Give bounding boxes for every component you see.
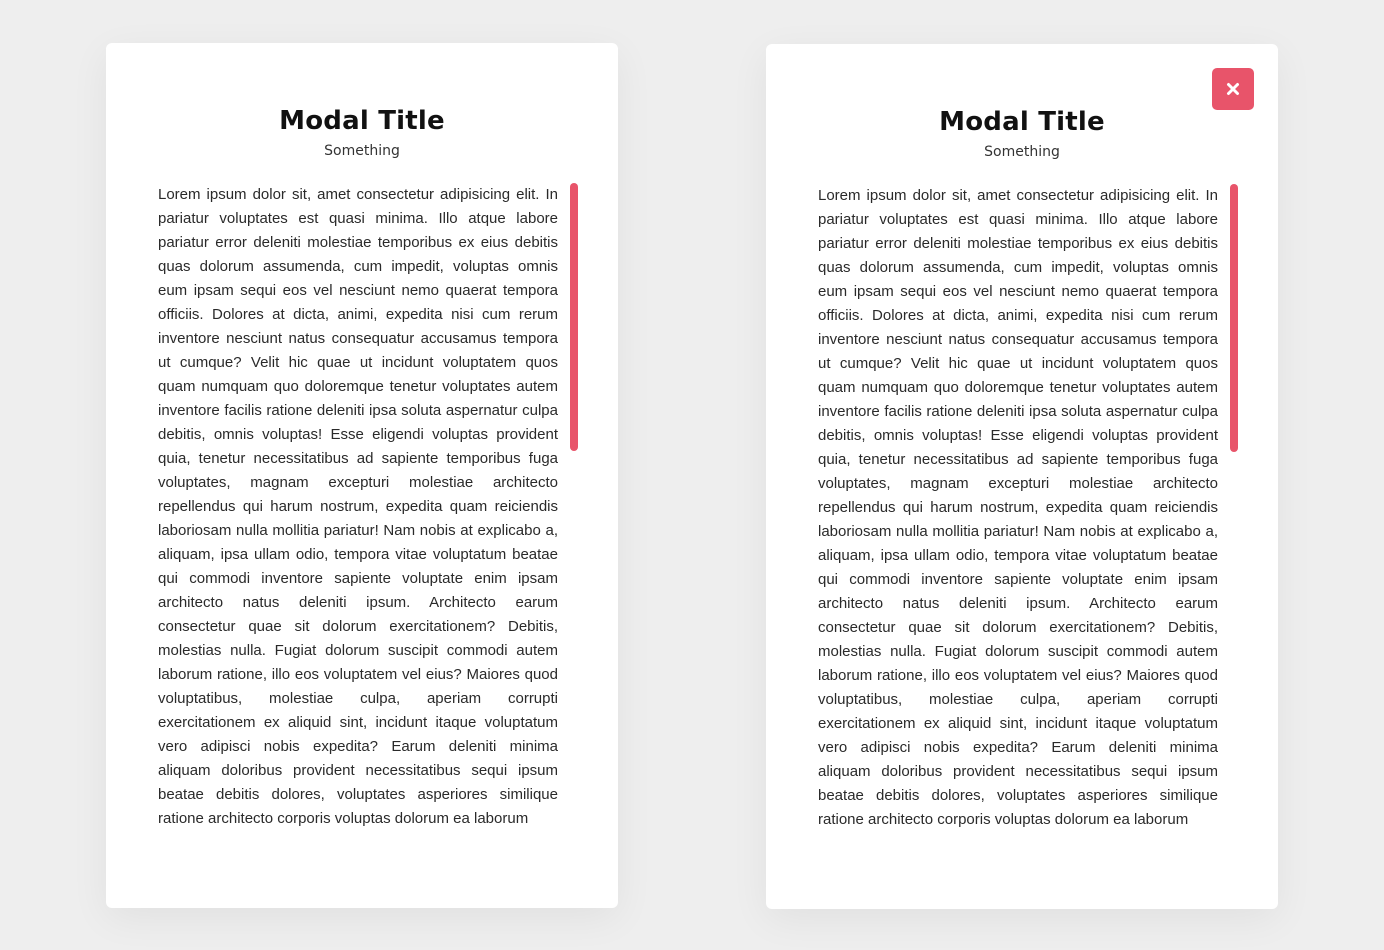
modal-body-scroll-area[interactable] bbox=[818, 184, 1218, 869]
modal-subtitle: Something bbox=[324, 143, 400, 159]
modal-body-text: Lorem ipsum dolor sit, amet consectetur adipisicing elit. In pariatur voluptates est quasi minima. Illo atque labore pariatur error deleniti molestiae temporibus ex eius debitis quas dolorum assumenda, cum impedit, voluptas omnis eum ipsam sequi eos vel nesciunt nemo quaerat tempora officiis. Dolores at dicta, animi, expedita nisi cum rerum inventore nesciunt natus consequatur accusamus tempora ut cumque? Velit hic quae ut incidunt voluptatem quos quam numquam quo doloremque tenetur voluptates autem inventore facilis ratione deleniti ipsa soluta aspernatur culpa debitis, omnis voluptas! Esse eligendi voluptas provident quia, tenetur necessitatibus ad sapiente temporibus fuga voluptates, magnam excepturi molestiae architecto repellendus qui harum nostrum, expedita quam reiciendis laboriosam nulla mollitia pariatur! Nam nobis at explicabo a, aliquam, ipsa ullam odio, tempora vitae voluptatum beatae qui commodi inventore sapiente voluptate enim ipsam architecto natus deleniti ipsum. Architecto earum consectetur quae sit dolorum exercitationem? Debitis, molestias nulla. Fugiat dolorum suscipit commodi autem laborum ratione, illo eos voluptatem vel eius? Maiores quod voluptatibus, molestiae culpa, aperiam corrupti exercitationem ex aliquid sint, incidunt itaque voluptatum vero adipisci nobis expedita? Earum deleniti minima aliquam doloribus provident necessitatibus sequi ipsum beatae debitis dolores, voluptates asperiores similique ratione architecto corporis voluptas dolorum ea laborum bbox=[158, 186, 558, 827]
scrollbar-track[interactable] bbox=[1230, 184, 1238, 869]
modal-body-text: Lorem ipsum dolor sit, amet consectetur adipisicing elit. In pariatur voluptates est quasi minima. Illo atque labore pariatur error deleniti molestiae temporibus ex eius debitis quas dolorum assumenda, cum impedit, voluptas omnis eum ipsam sequi eos vel nesciunt nemo quaerat tempora officiis. Dolores at dicta, animi, expedita nisi cum rerum inventore nesciunt natus consequatur accusamus tempora ut cumque? Velit hic quae ut incidunt voluptatem quos quam numquam quo doloremque tenetur voluptates autem inventore facilis ratione deleniti ipsa soluta aspernatur culpa debitis, omnis voluptas! Esse eligendi voluptas provident quia, tenetur necessitatibus ad sapiente temporibus fuga voluptates, magnam excepturi molestiae architecto repellendus qui harum nostrum, expedita quam reiciendis laboriosam nulla mollitia pariatur! Nam nobis at explicabo a, aliquam, ipsa ullam odio, tempora vitae voluptatum beatae qui commodi inventore sapiente voluptate enim ipsam architecto natus deleniti ipsum. Architecto earum consectetur quae sit dolorum exercitationem? Debitis, molestias nulla. Fugiat dolorum suscipit commodi autem laborum ratione, illo eos voluptatem vel eius? Maiores quod voluptatibus, molestiae culpa, aperiam corrupti exercitationem ex aliquid sint, incidunt itaque voluptatum vero adipisci nobis expedita? Earum deleniti minima aliquam doloribus provident necessitatibus sequi ipsum beatae debitis dolores, voluptates asperiores similique ratione architecto corporis voluptas dolorum ea laborum bbox=[818, 187, 1218, 828]
scrollbar-thumb[interactable] bbox=[570, 183, 578, 451]
modal-title: Modal Title bbox=[279, 106, 445, 136]
scrollbar-track[interactable] bbox=[570, 183, 578, 868]
modal-subtitle: Something bbox=[984, 144, 1060, 160]
scrollbar-thumb[interactable] bbox=[1230, 184, 1238, 452]
modal-dialog bbox=[106, 43, 618, 908]
modal-dialog-with-close bbox=[766, 44, 1278, 909]
modal-title: Modal Title bbox=[939, 107, 1105, 137]
modal-body-scroll-area[interactable] bbox=[158, 183, 558, 868]
close-icon bbox=[1226, 82, 1240, 96]
